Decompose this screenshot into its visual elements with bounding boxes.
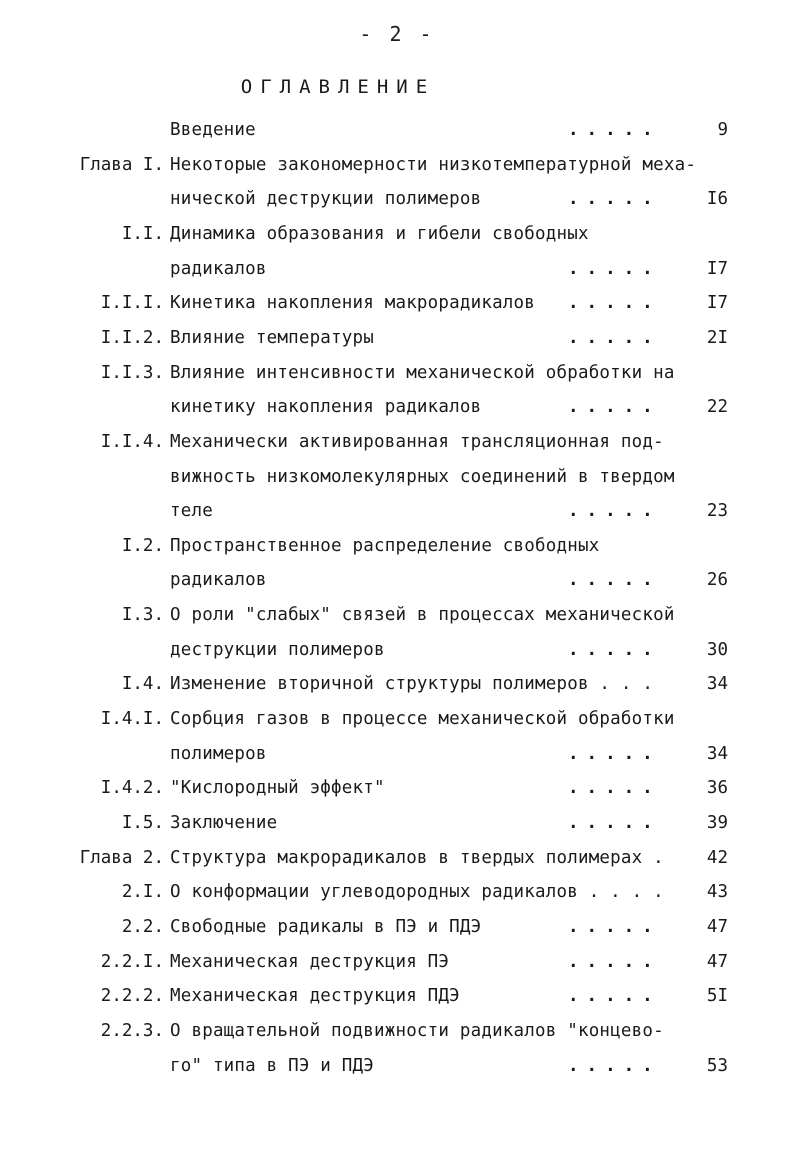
section-title: кинетику накопления радикалов: [170, 397, 482, 418]
page-reference: 22: [706, 397, 728, 418]
dot-leader: .....: [568, 327, 661, 348]
section-title: Влияние температуры: [170, 327, 374, 348]
toc-entry-line: [0, 1017, 794, 1045]
dot-leader: .....: [568, 639, 661, 660]
dot-leader: .....: [568, 813, 661, 833]
toc-entry-line: [0, 878, 794, 906]
section-title: "Кислородный эффект": [170, 778, 385, 799]
dot-leader: .....: [568, 916, 661, 937]
page-reference: 26: [706, 570, 728, 591]
dot-leader: .....: [568, 743, 661, 764]
page-number: - 2 -: [359, 22, 435, 46]
dot-leader: .....: [568, 120, 661, 140]
toc-entry-line: [0, 809, 794, 837]
page-reference: 47: [706, 951, 728, 972]
section-number: I.4.: [121, 674, 164, 695]
toc-entry-line: [0, 185, 794, 213]
toc-entry-line: [0, 359, 794, 387]
dot-leader: .....: [568, 1055, 661, 1076]
page-reference: 47: [706, 916, 728, 937]
toc-entry-line: [0, 844, 794, 872]
toc-entry-line: [0, 705, 794, 733]
section-number: I.4.2.: [100, 778, 164, 799]
dot-leader: .....: [568, 397, 661, 418]
section-number: I.I.2.: [100, 327, 164, 348]
section-number: Глава 2.: [79, 847, 164, 868]
section-number: 2.2.2.: [100, 986, 164, 1007]
section-title: радикалов: [170, 258, 267, 279]
page-reference: 2I: [706, 327, 728, 348]
dot-leader: .....: [568, 986, 661, 1007]
section-number: I.I.: [121, 223, 164, 244]
section-number: I.I.3.: [100, 362, 164, 383]
toc-entry-line: [0, 948, 794, 976]
toc-entry-line: [0, 497, 794, 525]
section-number: 2.I.: [121, 882, 164, 903]
section-title: О вращательной подвижности радикалов "концево-: [170, 1020, 664, 1041]
toc-entry-line: [0, 774, 794, 802]
section-title: Введение: [170, 120, 256, 140]
toc-entry-line: [0, 982, 794, 1010]
page-reference: 9: [717, 120, 728, 140]
toc-entry-line: [0, 601, 794, 629]
section-number: Глава I.: [79, 154, 164, 175]
section-title: Динамика образования и гибели свободных: [170, 223, 589, 244]
section-number: I.4.I.: [100, 709, 164, 730]
dot-leader: .....: [568, 951, 661, 972]
section-number: 2.2.: [121, 916, 164, 937]
section-title: Механическая деструкция ПЭ: [170, 951, 450, 972]
page-reference: 43: [706, 882, 728, 903]
section-title: Заключение: [170, 813, 278, 833]
toc-entry-line: [0, 636, 794, 664]
toc-entry-line: [0, 393, 794, 421]
toc-entry-line: [0, 463, 794, 491]
section-title: Сорбция газов в процессе механической обработки: [170, 709, 675, 730]
toc-entry-line: [0, 532, 794, 560]
section-title: вижность низкомолекулярных соединений в твердом: [170, 466, 675, 487]
toc-entry-line: [0, 324, 794, 352]
page-reference: 36: [706, 778, 728, 799]
section-number: I.I.I.: [100, 293, 164, 314]
page-reference: I7: [706, 293, 728, 314]
section-number: I.I.4.: [100, 431, 164, 452]
section-number: I.2.: [121, 535, 164, 556]
section-title: Свободные радикалы в ПЭ и ПДЭ: [170, 916, 482, 937]
toc-entry-line: [0, 670, 794, 698]
toc-entry-line: [0, 566, 794, 594]
section-title: Некоторые закономерности низкотемпературной меха-: [170, 154, 697, 175]
page-reference: 34: [706, 674, 728, 695]
section-title: Структура макрорадикалов в твердых полимерах .: [170, 847, 664, 868]
page-reference: 53: [706, 1055, 728, 1076]
section-title: го" типа в ПЭ и ПДЭ: [170, 1055, 374, 1076]
page-reference: 23: [706, 501, 728, 522]
page-reference: 42: [706, 847, 728, 868]
section-title: Механически активированная трансляционная под-: [170, 431, 664, 452]
page-reference: 39: [706, 813, 728, 833]
section-title: Влияние интенсивности механической обработки на: [170, 362, 675, 383]
section-title: Механическая деструкция ПДЭ: [170, 986, 460, 1007]
page-reference: 34: [706, 743, 728, 764]
page-reference: 30: [706, 639, 728, 660]
dot-leader: .....: [568, 501, 661, 522]
section-title: теле: [170, 501, 213, 522]
toc-entry-line: [0, 151, 794, 179]
dot-leader: .....: [568, 778, 661, 799]
toc-entry-line: [0, 289, 794, 317]
section-title: деструкции полимеров: [170, 639, 385, 660]
toc-entry-line: [0, 913, 794, 941]
section-title: полимеров: [170, 743, 267, 764]
section-number: 2.2.3.: [100, 1020, 164, 1041]
section-number: I.3.: [121, 605, 164, 626]
page-reference: 5I: [706, 986, 728, 1007]
section-number: I.5.: [121, 813, 164, 833]
section-title: Кинетика накопления макрорадикалов: [170, 293, 536, 314]
toc-heading: ОГЛАВЛЕНИЕ: [240, 76, 436, 98]
toc-entry-line: [0, 428, 794, 456]
page-reference: I7: [706, 258, 728, 279]
section-title: О роли "слабых" связей в процессах механической: [170, 605, 675, 626]
dot-leader: .....: [568, 189, 661, 210]
toc-entry-line: [0, 220, 794, 248]
toc-entry-line: [0, 116, 794, 144]
page-reference: I6: [706, 189, 728, 210]
toc-entry-line: [0, 1052, 794, 1080]
dot-leader: .....: [568, 293, 661, 314]
toc-entry-line: [0, 740, 794, 768]
section-title: Пространственное распределение свободных: [170, 535, 600, 556]
section-number: 2.2.I.: [100, 951, 164, 972]
toc-entry-line: [0, 255, 794, 283]
section-title: нической деструкции полимеров: [170, 189, 482, 210]
dot-leader: .....: [568, 258, 661, 279]
section-title: О конформации углеводородных радикалов . . . .: [170, 882, 664, 903]
section-title: радикалов: [170, 570, 267, 591]
section-title: Изменение вторичной структуры полимеров . . .: [170, 674, 654, 695]
dot-leader: .....: [568, 570, 661, 591]
